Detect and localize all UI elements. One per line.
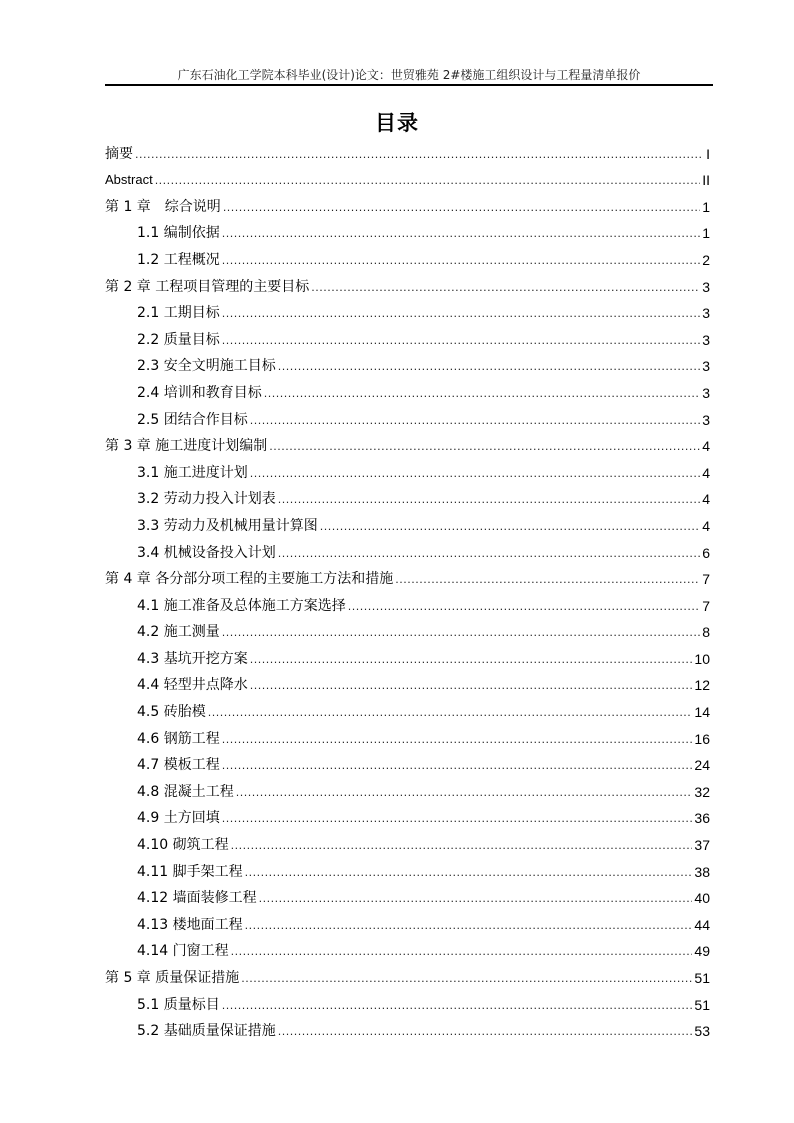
toc-entry[interactable]: [105, 269, 710, 296]
header-divider: [105, 84, 713, 86]
toc-entry[interactable]: [105, 375, 710, 402]
toc-entry-label: 4.4 轻型井点降水: [137, 677, 248, 694]
toc-entry-label: Abstract: [105, 172, 153, 188]
toc-entry-page-number: 3: [702, 411, 710, 428]
table-of-contents: [105, 136, 710, 1040]
toc-dot-leader: [250, 652, 693, 668]
toc-entry[interactable]: [105, 694, 710, 721]
toc-dot-leader: [264, 386, 700, 402]
toc-dot-leader: [245, 918, 693, 934]
toc-dot-leader: [320, 519, 700, 535]
toc-entry[interactable]: [105, 801, 710, 828]
toc-dot-leader: [245, 865, 693, 881]
toc-entry[interactable]: [105, 296, 710, 323]
toc-entry[interactable]: [105, 1014, 710, 1041]
toc-dot-leader: [208, 705, 693, 721]
toc-entry-page-number: 36: [694, 810, 710, 827]
toc-entry-page-number: 4: [702, 438, 710, 455]
toc-entry-label: 2.5 团结合作目标: [137, 411, 248, 428]
toc-entry-page-number: 49: [694, 943, 710, 960]
toc-dot-leader: [222, 998, 693, 1014]
toc-entry-page-number: 32: [694, 783, 710, 800]
toc-entry-page-number: 7: [702, 597, 710, 614]
toc-entry-page-number: 10: [694, 650, 710, 667]
toc-entry-label: 4.2 施工测量: [137, 624, 220, 641]
toc-entry-label: 1.1 编制依据: [137, 225, 220, 242]
toc-entry-page-number: 1: [702, 225, 710, 242]
toc-entry[interactable]: [105, 402, 710, 429]
toc-entry-label: 4.13 楼地面工程: [137, 916, 243, 933]
toc-entry-label: 4.10 砌筑工程: [137, 837, 229, 854]
toc-entry[interactable]: [105, 987, 710, 1014]
toc-entry-label: 2.2 质量目标: [137, 331, 220, 348]
toc-entry-label: 4.8 混凝土工程: [137, 783, 234, 800]
toc-dot-leader: [278, 492, 700, 508]
toc-dot-leader: [222, 306, 700, 322]
toc-dot-leader: [222, 758, 693, 774]
toc-dot-leader: [135, 147, 702, 163]
toc-dot-leader: [259, 891, 693, 907]
toc-entry[interactable]: [105, 482, 710, 509]
toc-entry-label: 4.3 基坑开挖方案: [137, 650, 248, 667]
toc-entry[interactable]: [105, 322, 710, 349]
toc-entry-label: 4.11 脚手架工程: [137, 863, 243, 880]
toc-entry[interactable]: [105, 881, 710, 908]
toc-entry[interactable]: [105, 721, 710, 748]
toc-entry-page-number: 3: [702, 278, 710, 295]
toc-entry-label: 4.9 土方回填: [137, 810, 220, 827]
toc-entry[interactable]: [105, 562, 710, 589]
toc-entry-page-number: 37: [694, 837, 710, 854]
toc-entry[interactable]: [105, 960, 710, 987]
toc-entry-label: 2.3 安全文明施工目标: [137, 358, 276, 375]
toc-dot-leader: [278, 546, 700, 562]
toc-entry[interactable]: [105, 136, 710, 163]
toc-entry-label: 3.1 施工进度计划: [137, 464, 248, 481]
toc-entry-label: 第 1 章 综合说明: [105, 198, 221, 215]
toc-entry-label: 3.2 劳动力投入计划表: [137, 491, 276, 508]
toc-entry-label: 4.6 钢筋工程: [137, 730, 220, 747]
toc-dot-leader: [236, 785, 693, 801]
toc-entry-page-number: 51: [694, 970, 710, 986]
toc-entry[interactable]: [105, 827, 710, 854]
toc-entry[interactable]: [105, 641, 710, 668]
toc-entry[interactable]: [105, 907, 710, 934]
toc-entry-page-number: II: [702, 172, 710, 189]
toc-dot-leader: [222, 226, 700, 242]
toc-dot-leader: [155, 173, 701, 189]
toc-entry-label: 第 5 章 质量保证措施: [105, 970, 240, 986]
toc-entry-label: 4.1 施工准备及总体施工方案选择: [137, 597, 346, 614]
toc-dot-leader: [250, 678, 693, 694]
toc-dot-leader: [241, 971, 692, 987]
toc-dot-leader: [278, 1024, 693, 1040]
toc-entry[interactable]: [105, 349, 710, 376]
toc-entry-page-number: 38: [694, 863, 710, 880]
toc-entry-page-number: 4: [702, 491, 710, 508]
toc-entry[interactable]: [105, 934, 710, 961]
toc-dot-leader: [223, 200, 700, 216]
toc-dot-leader: [269, 439, 700, 455]
toc-dot-leader: [250, 413, 700, 429]
toc-entry-page-number: 40: [694, 890, 710, 907]
toc-entry-page-number: 53: [694, 1023, 710, 1040]
toc-entry-label: 4.14 门窗工程: [137, 943, 229, 960]
toc-entry[interactable]: [105, 189, 710, 216]
toc-entry-page-number: 3: [702, 331, 710, 348]
toc-dot-leader: [222, 333, 700, 349]
toc-entry[interactable]: [105, 535, 710, 562]
toc-entry-label: 2.1 工期目标: [137, 305, 220, 322]
toc-entry-label: 5.2 基础质量保证措施: [137, 1023, 276, 1040]
toc-entry-page-number: 3: [702, 358, 710, 375]
toc-entry-page-number: 4: [702, 464, 710, 481]
toc-entry-page-number: 2: [702, 251, 710, 268]
toc-entry-label: 摘要: [105, 145, 133, 162]
toc-dot-leader: [222, 732, 693, 748]
toc-dot-leader: [250, 466, 700, 482]
toc-entry-label: 3.3 劳动力及机械用量计算图: [137, 517, 318, 534]
toc-entry[interactable]: [105, 588, 710, 615]
toc-dot-leader: [348, 599, 700, 615]
toc-entry-page-number: 3: [702, 384, 710, 401]
toc-entry-label: 2.4 培训和教育目标: [137, 384, 262, 401]
toc-dot-leader: [222, 625, 700, 641]
toc-entry-label: 4.12 墙面装修工程: [137, 890, 257, 907]
toc-entry-label: 4.5 砖胎模: [137, 704, 206, 721]
toc-entry-label: 第 2 章 工程项目管理的主要目标: [105, 278, 310, 295]
toc-entry[interactable]: [105, 163, 710, 190]
toc-entry-page-number: 12: [694, 677, 710, 694]
toc-entry[interactable]: [105, 242, 710, 269]
toc-entry-page-number: 51: [694, 996, 710, 1013]
toc-entry-label: 5.1 质量标目: [137, 996, 220, 1013]
toc-entry-page-number: 6: [702, 544, 710, 561]
toc-entry-label: 1.2 工程概况: [137, 251, 220, 268]
toc-entry-page-number: I: [706, 145, 710, 162]
toc-entry[interactable]: [105, 455, 710, 482]
toc-entry[interactable]: [105, 615, 710, 642]
toc-entry-page-number: 4: [702, 517, 710, 534]
toc-dot-leader: [311, 280, 700, 296]
toc-entry-page-number: 44: [694, 916, 710, 933]
toc-entry[interactable]: [105, 774, 710, 801]
toc-entry-page-number: 7: [702, 571, 710, 588]
toc-entry-label: 3.4 机械设备投入计划: [137, 544, 276, 561]
toc-entry[interactable]: [105, 429, 710, 456]
toc-entry-label: 第 3 章 施工进度计划编制: [105, 438, 268, 455]
toc-dot-leader: [231, 838, 693, 854]
toc-dot-leader: [222, 253, 700, 269]
toc-entry[interactable]: [105, 748, 710, 775]
toc-entry-page-number: 14: [694, 704, 710, 721]
toc-entry-page-number: 1: [702, 198, 710, 215]
toc-entry[interactable]: [105, 668, 710, 695]
toc-title: 目录: [375, 111, 419, 135]
toc-entry-label: 4.7 模板工程: [137, 757, 220, 774]
toc-entry-page-number: 3: [702, 305, 710, 322]
toc-dot-leader: [278, 359, 700, 375]
toc-entry-label: 第 4 章 各分部分项工程的主要施工方法和措施: [105, 571, 394, 588]
toc-entry-page-number: 16: [694, 730, 710, 747]
toc-dot-leader: [222, 811, 693, 827]
toc-entry[interactable]: [105, 854, 710, 881]
toc-entry[interactable]: [105, 508, 710, 535]
toc-entry-page-number: 24: [694, 757, 710, 774]
toc-dot-leader: [231, 944, 693, 960]
toc-dot-leader: [395, 572, 700, 588]
page-header: 广东石油化工学院本科毕业(设计)论文：世贸雅苑 2#楼施工组织设计与工程量清单报价: [177, 68, 641, 82]
toc-entry[interactable]: [105, 216, 710, 243]
toc-entry-page-number: 8: [702, 624, 710, 641]
